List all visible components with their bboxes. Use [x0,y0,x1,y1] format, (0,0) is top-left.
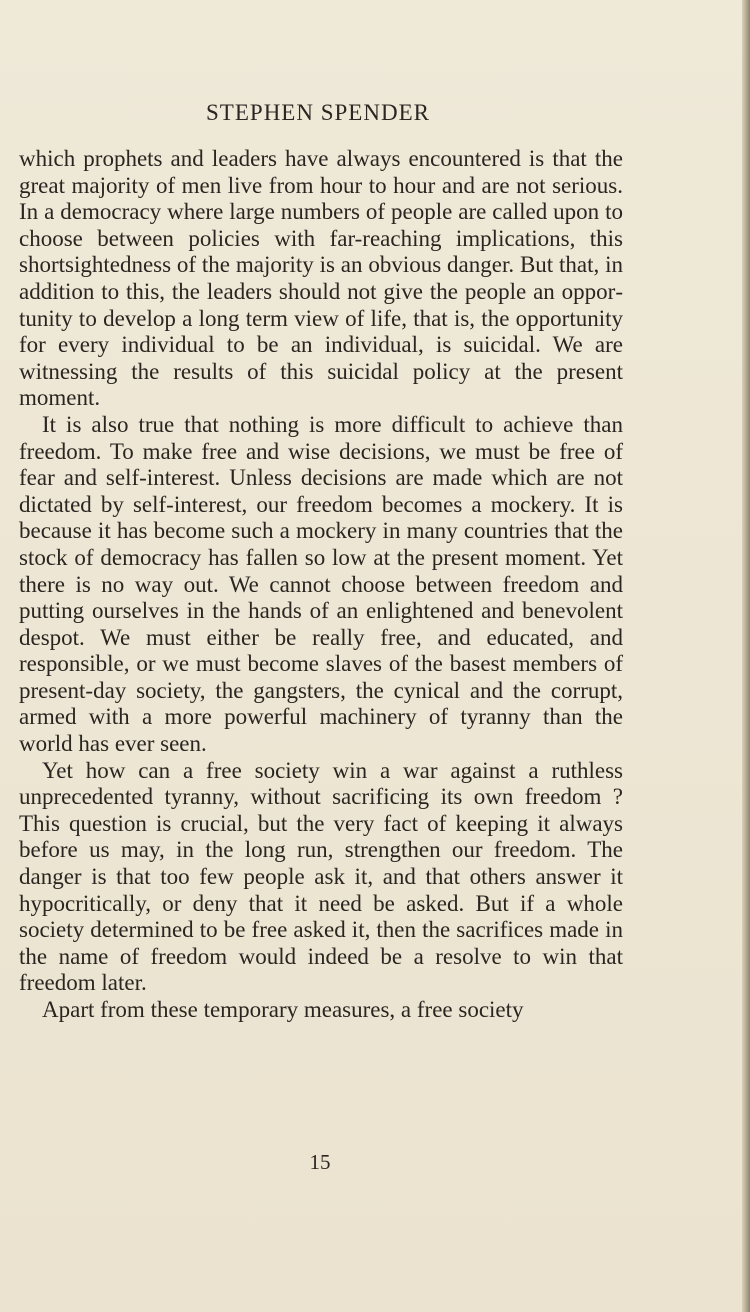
paragraph-2: It is also true that nothing is more difficult to achieve than freedom. To make free and wise decisions, we must be free of fear and self-interest. Unless decisions are made which are not dictated by self-interest, our freedom becomes a mockery. It is because it has become such a mockery in many countries that the stock of democracy has fallen so low at the present moment. Yet there is no way out. We cannot choose between freedom and putting ourselves in the hands of an enlightened and benevolent despot. We must either be really free, and educated, and responsible, or we must become slaves of the basest members of present-day society, the gangsters, the cynical and the corrupt, armed with a more powerful machinery of tyranny than the world has ever seen. [19,411,623,757]
page-edge [742,0,750,1312]
paragraph-1: which prophets and leaders have always encountered is that the great majority of men live from hour to hour and are not serious. In a democracy where large numbers of people are called upon to choose between policies with far-reaching implications, this shortsightedness of the majority is an obvious danger. But that, in addition to this, the leaders should not give the people an opportunity to develop a long term view of life, that is, the opportunity for every individual to be an individual, is suicidal. We are witnessing the results of this suicidal policy at the present moment. [19,146,623,411]
running-head: STEPHEN SPENDER [206,100,430,125]
paragraph-4: Apart from these temporary measures, a free society [42,997,524,1022]
body-text [19,146,623,1024]
page-number: 15 [309,1150,331,1174]
paragraph-3: Yet how can a free society win a war against a ruthless unprecedented tyranny, without sacrificing its own freedom ? This question is crucial, but the very fact of keeping it always before us may, in the long run, strengthen our freedom. The danger is that too few people ask it, and that others answer it hypocritically, or deny that it need be asked. But if a whole society determined to be free asked it, then the sacrifices made in the name of freedom would indeed be a resolve to win that freedom later. [19,757,623,996]
